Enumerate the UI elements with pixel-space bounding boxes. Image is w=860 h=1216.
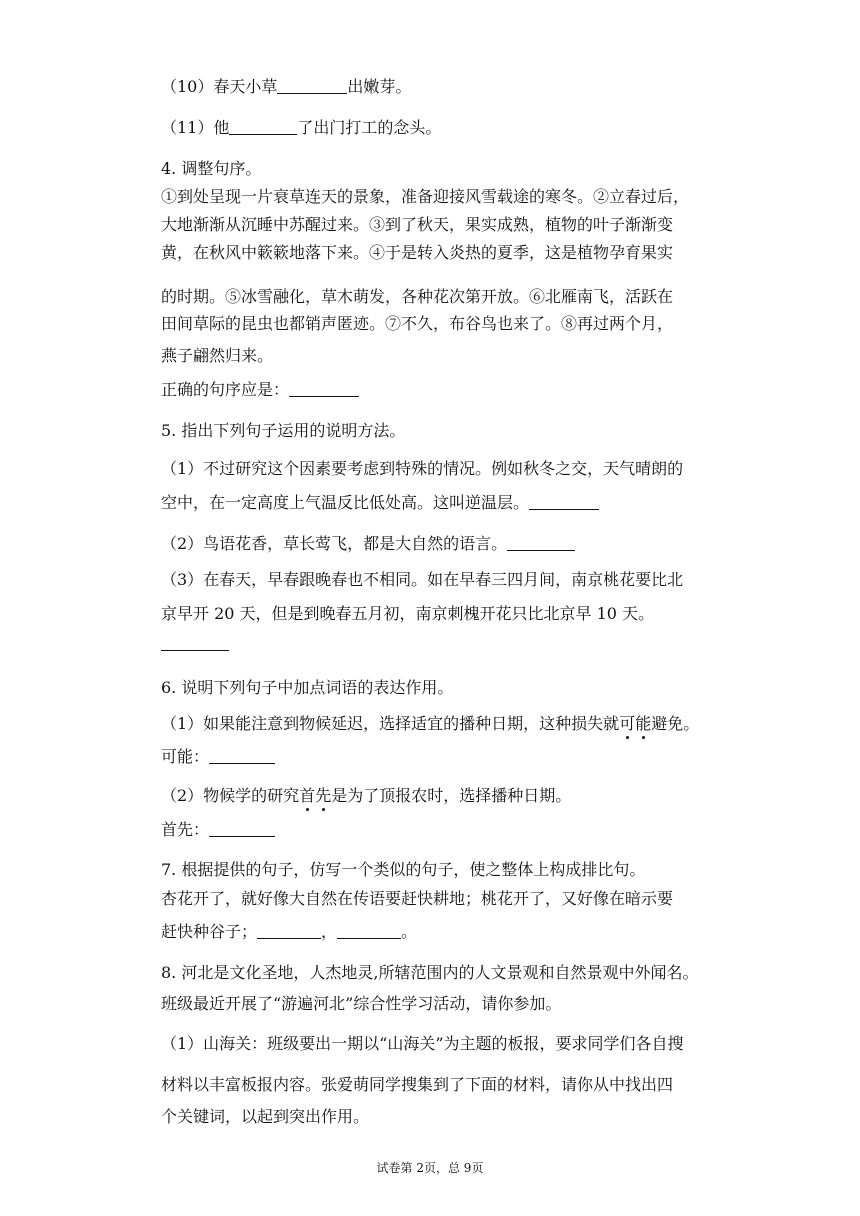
question-6-title: 6. 说明下列句子中加点词语的表达作用。 <box>161 678 454 697</box>
text: 可能： <box>161 747 210 766</box>
question-5-item-3: （3）在春天，早春跟晚春也不相同。如在早春三四月间，南京桃花要比北 <box>161 570 684 589</box>
question-4-answer <box>161 380 359 400</box>
answer-blank[interactable] <box>337 922 401 939</box>
answer-blank[interactable] <box>257 922 321 939</box>
question-4-text: 的时期。⑤冰雪融化，草木萌发，各种花次第开放。⑥北雁南飞，活跃在 <box>161 287 674 306</box>
question-6-item-2 <box>161 786 571 806</box>
answer-blank[interactable] <box>507 534 575 551</box>
answer-blank[interactable] <box>277 77 347 94</box>
question-8-item-1: 材料以丰富板报内容。张爱萌同学搜集到了下面的材料，请你从中找出四 <box>161 1075 674 1094</box>
question-5-item-2 <box>161 534 575 554</box>
question-5-item-1: （1）不过研究这个因素要考虑到特殊的情况。例如秋冬之交，天气晴朗的 <box>161 459 684 478</box>
page-footer: 试卷第 2页，总 9页 <box>376 1161 484 1175</box>
text: ， <box>321 922 338 941</box>
text: 。 <box>401 922 418 941</box>
text: 了出门打工的念头。 <box>297 118 442 137</box>
text: 避免。 <box>651 714 700 733</box>
text: （10）春天小草 <box>161 77 278 96</box>
text: （11）他 <box>161 118 230 137</box>
text: 正确的句序应是： <box>161 380 290 399</box>
question-6-item-1 <box>161 714 699 734</box>
question-5-item-3: 京早开 20 天，但是到晚春五月初，南京刺槐开花只比北京早 10 天。 <box>161 604 655 623</box>
question-5-title: 5. 指出下列句子运用的说明方法。 <box>161 421 406 440</box>
item-11 <box>161 118 441 138</box>
answer-blank[interactable] <box>161 634 229 651</box>
question-4-text: ①到处呈现一片衰草连天的景象，准备迎接风雪载途的寒冬。②立春过后， <box>161 187 690 206</box>
question-7-title: 7. 根据提供的句子，仿写一个类似的句子，使之整体上构成排比句。 <box>161 860 646 879</box>
emphasized-char: 能 <box>635 714 652 733</box>
answer-blank[interactable] <box>289 380 359 397</box>
answer-blank[interactable] <box>209 747 275 764</box>
text: 出嫩芽。 <box>347 77 412 96</box>
question-8-item-1: （1）山海关：班级要出一期以“山海关”为主题的板报，要求同学们各自搜 <box>161 1034 684 1053</box>
text: 空中，在一定高度上气温反比低处高。这叫逆温层。 <box>161 493 530 512</box>
question-4-text: 大地渐渐从沉睡中苏醒过来。③到了秋天，果实成熟，植物的叶子渐渐变 <box>161 215 674 234</box>
text: （2）物候学的研究 <box>161 786 300 805</box>
text: 首先： <box>161 820 210 839</box>
question-4-text: 黄，在秋风中簌簌地落下来。④于是转入炎热的夏季，这是植物孕育果实 <box>161 243 674 262</box>
emphasized-char: 先 <box>315 786 332 805</box>
text: 赶快种谷子； <box>161 922 258 941</box>
question-4-title: 4. 调整句序。 <box>161 159 262 178</box>
question-8-title: 8. 河北是文化圣地，人杰地灵,所辖范围内的人文景观和自然景观中外闻名。 <box>161 963 699 982</box>
question-7-text <box>161 922 417 942</box>
question-6-item-1-answer <box>161 747 275 767</box>
emphasized-char: 首 <box>299 786 316 805</box>
question-5-item-1 <box>161 493 599 513</box>
question-8-text: 班级最近开展了“游遍河北”综合性学习活动，请你参加。 <box>161 994 562 1013</box>
question-8-item-1: 个关键词，以起到突出作用。 <box>161 1107 370 1126</box>
emphasized-char: 可 <box>619 714 636 733</box>
question-7-text: 杏花开了，就好像大自然在传语要赶快耕地；桃花开了，又好像在暗示要 <box>161 889 674 908</box>
text: （1）如果能注意到物候延迟，选择适宜的播种日期，这种损失就 <box>161 714 620 733</box>
question-4-text: 田间草际的昆虫也都销声匿迹。⑦不久，布谷鸟也来了。⑧再过两个月， <box>161 314 674 333</box>
text: 是为了顶报农时，选择播种日期。 <box>331 786 572 805</box>
answer-blank[interactable] <box>209 820 275 837</box>
question-5-item-3-answer <box>161 634 229 654</box>
question-6-item-2-answer <box>161 820 275 840</box>
question-4-text: 燕子翩然归来。 <box>161 346 274 365</box>
answer-blank[interactable] <box>529 493 599 510</box>
text: （2）鸟语花香，草长莺飞，都是大自然的语言。 <box>161 534 508 553</box>
item-10 <box>161 77 411 97</box>
answer-blank[interactable] <box>229 118 297 135</box>
